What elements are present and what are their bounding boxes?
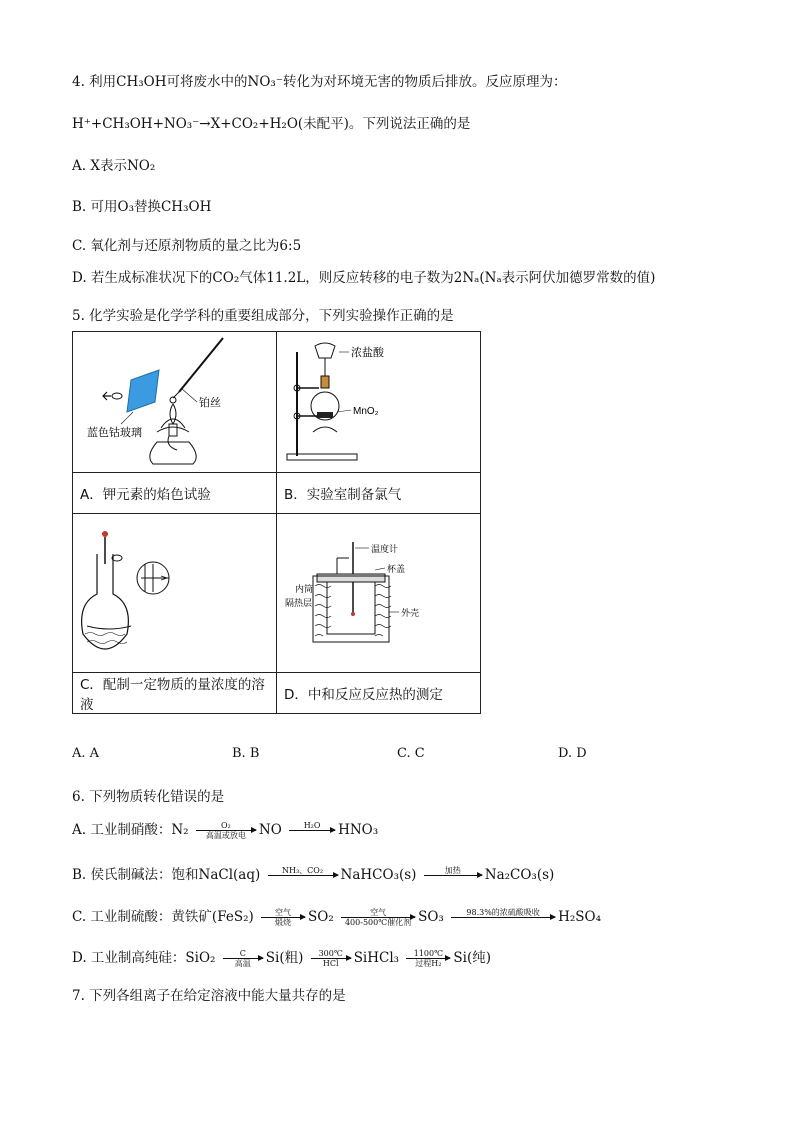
reaction-arrow: NH₃、CO₂ [268, 866, 338, 885]
reaction-arrow: O₂ 高温或放电 [196, 821, 256, 840]
q6-option-a: A. 工业制硝酸：N₂ O₂ 高温或放电 NO H₂O HNO₃ [72, 821, 379, 840]
flame-test-illustration [73, 332, 276, 468]
q7-stem: 7. 下列各组离子在给定溶液中能大量共存的是 [72, 988, 346, 1004]
label-cobalt-glass: 蓝色钴玻璃 [87, 427, 142, 439]
label-conc-hcl: 浓盐酸 [351, 347, 384, 359]
q5-answer-c: C. C [397, 746, 425, 761]
q5-cell-b-caption: B．实验室制备氯气 [277, 473, 481, 514]
chlorine-apparatus-illustration [277, 332, 480, 468]
q5-experiment-table [72, 331, 481, 714]
q5-answer-d: D. D [558, 746, 587, 761]
q6-option-c: C. 工业制硫酸：黄铁矿(FeS₂) 空气 煅烧 SO₂ 空气 400-500℃催化剂 SO₃ 98.3%的浓硫酸吸收 H₂SO₄ [72, 908, 602, 927]
label-thermometer: 温度计 [371, 544, 399, 554]
q5-cell-b-image [277, 332, 481, 473]
reaction-arrow: 加热 [424, 866, 482, 885]
label-inner-cup: 内筒 [295, 584, 314, 594]
q5-answer-b: B. B [232, 746, 260, 761]
label-lid: 杯盖 [387, 564, 406, 574]
q5-cell-c-caption: C．配制一定物质的量浓度的溶液 [73, 673, 277, 714]
label-shell: 外壳 [401, 608, 420, 618]
reaction-arrow: 空气 400-500℃催化剂 [341, 908, 415, 927]
calorimeter-illustration [277, 514, 480, 668]
q5-cell-c-image [73, 514, 277, 673]
q4-option-d: D. 若生成标准状况下的CO₂气体11.2L，则反应转移的电子数为2Nₐ(Nₐ表示阿伏加德罗常数的值) [72, 270, 656, 286]
q5-cell-a-caption: A．钾元素的焰色试验 [73, 473, 277, 514]
reaction-arrow: H₂O [289, 821, 335, 840]
q4-equation: H⁺+CH₃OH+NO₃⁻→X+CO₂+H₂O(未配平)。下列说法正确的是 [72, 116, 471, 132]
q5-cell-d-caption: D．中和反应反应热的测定 [277, 673, 481, 714]
q6-stem: 6. 下列物质转化错误的是 [72, 789, 225, 805]
reaction-arrow: 98.3%的浓硫酸吸收 [451, 908, 555, 927]
reaction-arrow: 1100℃ 过程H₂ [406, 949, 450, 968]
label-platinum-wire: 铂丝 [199, 397, 221, 409]
q4-option-b: B. 可用O₃替换CH₃OH [72, 199, 212, 215]
q4-stem: 4. 利用CH₃OH可将废水中的NO₃⁻转化为对环境无害的物质后排放。反应原理为： [72, 74, 567, 90]
reaction-arrow: C 高温 [223, 949, 263, 968]
q6-option-b: B. 侯氏制碱法：饱和NaCl(aq) NH₃、CO₂ NaHCO₃(s) 加热 Na₂CO₃(s) [72, 866, 555, 883]
q4-option-a: A. X表示NO₂ [72, 158, 156, 174]
q5-answer-a: A. A [72, 746, 100, 761]
q6-option-d: D. 工业制高纯硅：SiO₂ C 高温 Si(粗) 300℃ HCl SiHCl₃ 1100℃ 过程H₂ Si(纯) [72, 949, 491, 968]
q4-option-c: C. 氧化剂与还原剂物质的量之比为6:5 [72, 238, 302, 254]
label-mno2: MnO₂ [353, 406, 379, 417]
q5-cell-d-image [277, 514, 481, 673]
volumetric-flask-illustration [73, 514, 276, 668]
reaction-arrow: 空气 煅烧 [261, 908, 305, 927]
reaction-arrow: 300℃ HCl [311, 949, 351, 968]
label-insulation: 隔热层 [285, 598, 313, 608]
q5-cell-a-image [73, 332, 277, 473]
q5-stem: 5. 化学实验是化学学科的重要组成部分，下列实验操作正确的是 [72, 308, 454, 324]
